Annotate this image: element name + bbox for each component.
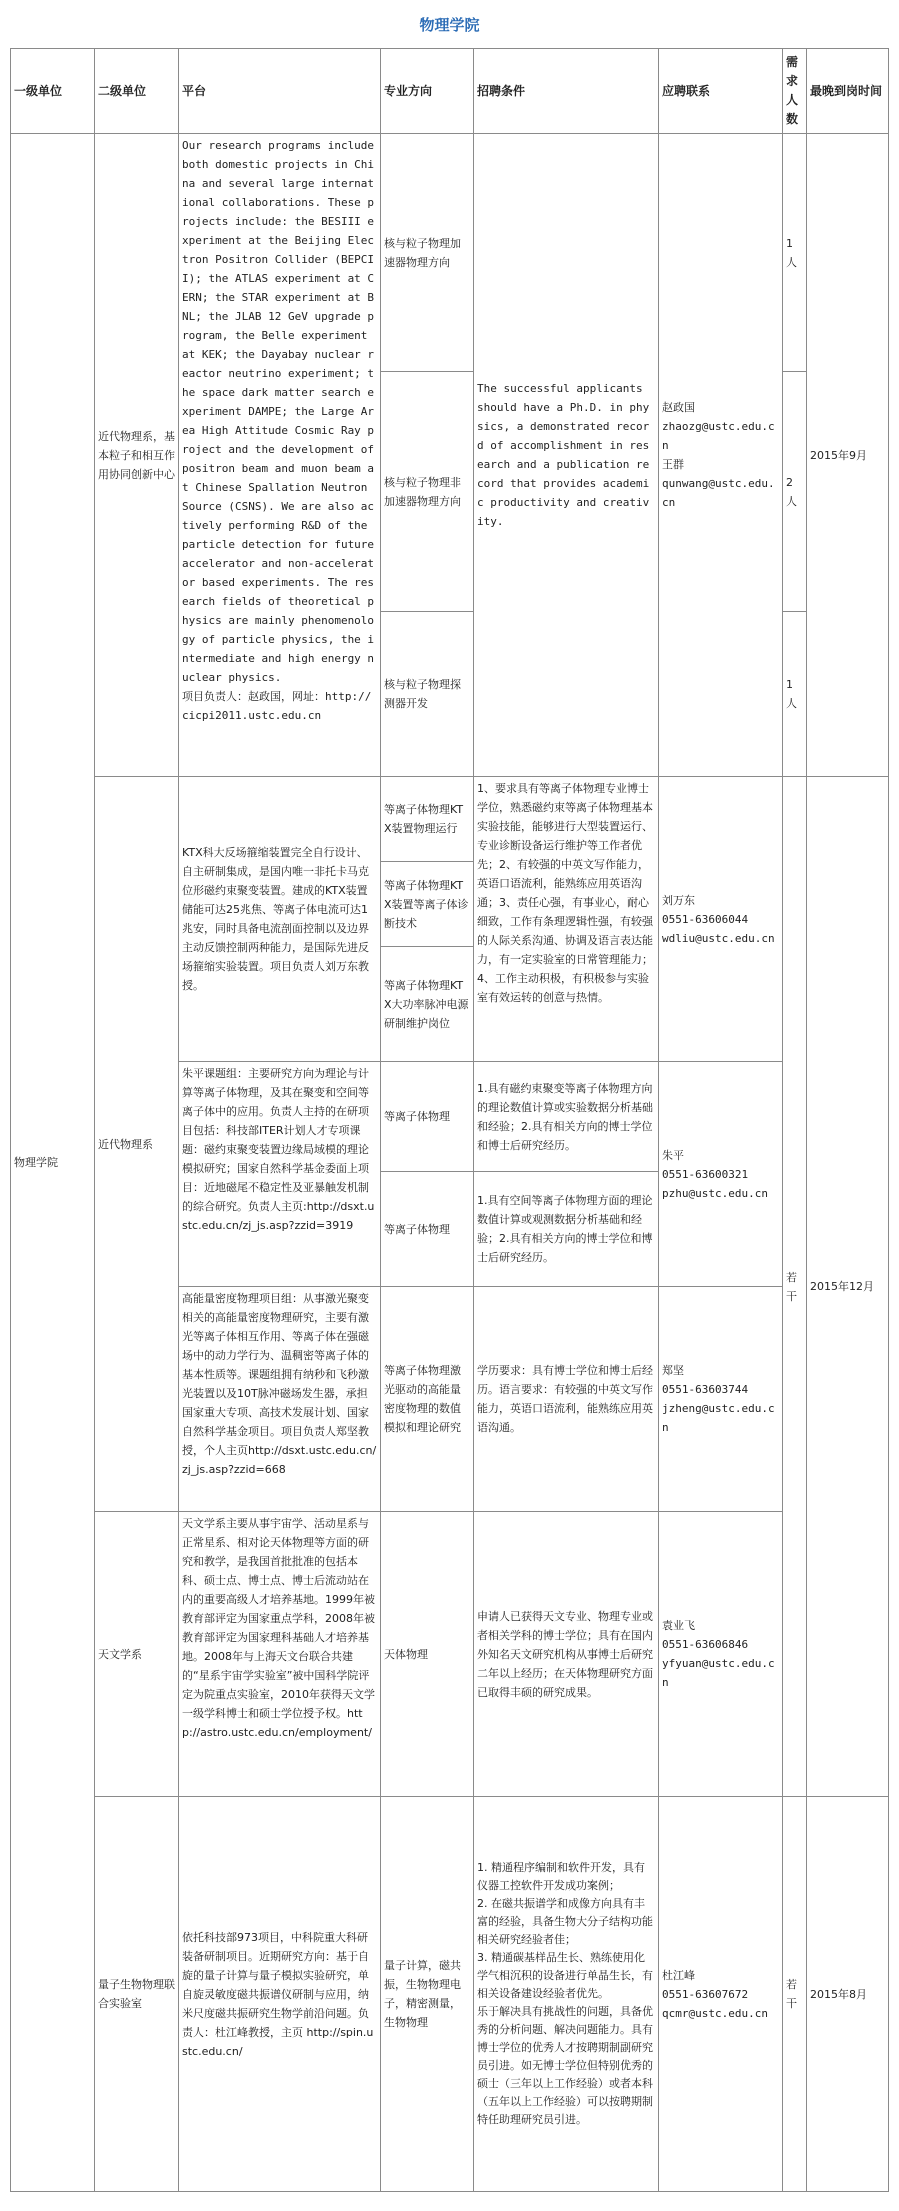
header-platform: 平台 [179,49,381,134]
header-level2: 二级单位 [95,49,179,134]
table-row [11,1797,889,2192]
requirements-cell: 学历要求：具有博士学位和博士后经历。语言要求：有较强的中英文写作能力，英语口语流利，能熟练应用英语沟通。 [474,1287,659,1512]
header-contact: 应聘联系 [659,49,783,134]
unit2-cell: 近代物理系，基本粒子和相互作用协同创新中心 [95,134,179,777]
requirements-cell: 1、要求具有等离子体物理专业博士学位，熟悉磁约束等离子体物理基本实验技能，能够进行大型装置运行、专业诊断设备运行维护等工作者优先；2、有较强的中英文写作能力，英语口语流利，能熟练应用英语沟通；3、责任心强，有事业心，耐心细致，工作有条理逻辑性强，有较强的人际关系沟通、协调及语言表达能力，有一定实验室的日常管理能力；4、工作主动积极，有积极参与实验室有效运转的创意与热情。 [474,777,659,1062]
contact-cell: 刘万东 0551-63606044 wdliu@ustc.edu.cn [659,777,783,1062]
direction-cell: 等离子体物理KTX大功率脉冲电源研制维护岗位 [381,947,474,1062]
count-cell: 1人 [783,612,807,777]
unit2-cell: 天文学系 [95,1512,179,1797]
header-direction: 专业方向 [381,49,474,134]
contact-cell: 杜江峰 0551-63607672 qcmr@ustc.edu.cn [659,1797,783,2192]
contact-cell: 郑坚 0551-63603744 jzheng@ustc.edu.cn [659,1287,783,1512]
requirements-cell: The successful applicants should have a Ph.D. in physics, a demonstrated record of accomplishment in research and a publication record that provides academic productivity and creativity. [474,134,659,777]
header-deadline: 最晚到岗时间 [807,49,889,134]
contact-cell: 赵政国 zhaozg@ustc.edu.cn 王群 qunwang@ustc.edu.cn [659,134,783,777]
table-row [11,777,889,862]
unit2-cell: 近代物理系 [95,777,179,1512]
platform-cell: 依托科技部973项目，中科院重大科研装备研制项目。近期研究方向：基于自旋的量子计算与量子模拟实验研究，单自旋灵敏度磁共振谱仪研制与应用，纳米尺度磁共振研究生物学前沿问题。负责人：杜江峰教授，主页 http://spin.ustc.edu.cn/ [179,1797,381,2192]
requirements-cell: 1.具有磁约束聚变等离子体物理方向的理论数值计算或实验数据分析基础和经验；2.具有相关方向的博士学位和博士后研究经历。 [474,1062,659,1172]
deadline-cell: 2015年12月 [807,777,889,1797]
header-row [11,49,889,134]
count-cell: 1人 [783,134,807,372]
direction-cell: 量子计算，磁共振，生物物理电子，精密测量，生物物理 [381,1797,474,2192]
direction-cell: 天体物理 [381,1512,474,1797]
platform-cell: KTX科大反场箍缩装置完全自行设计、自主研制集成，是国内唯一非托卡马克位形磁约束聚变装置。建成的KTX装置储能可达25兆焦、等离子体电流可达1兆安，同时具备电流剖面控制以及边界主动反馈控制两种能力，是国际先进反场箍缩实验装置。项目负责人刘万东教授。 [179,777,381,1062]
direction-cell: 核与粒子物理探测器开发 [381,612,474,777]
recruitment-table [10,48,889,2192]
count-cell: 2人 [783,372,807,612]
direction-cell: 等离子体物理 [381,1062,474,1172]
count-cell: 若干 [783,777,807,1797]
unit2-cell: 量子生物物理联合实验室 [95,1797,179,2192]
contact-cell: 袁业飞 0551-63606846 yfyuan@ustc.edu.cn [659,1512,783,1797]
direction-cell: 等离子体物理KTX装置等离子体诊断技术 [381,862,474,947]
direction-cell: 等离子体物理 [381,1172,474,1287]
count-cell: 若干 [783,1797,807,2192]
deadline-cell: 2015年8月 [807,1797,889,2192]
platform-cell: 高能量密度物理项目组：从事激光聚变相关的高能量密度物理研究，主要有激光等离子体相互作用、等离子体在强磁场中的动力学行为、温稠密等离子体的基本性质等。课题组拥有纳秒和飞秒激光装置以及10T脉冲磁场发生器，承担国家重大专项、高技术发展计划、国家自然科学基金项目。项目负责人郑坚教授，个人主页http://dsxt.ustc.edu.cn/zj_js.asp?zzid=668 [179,1287,381,1512]
deadline-cell: 2015年9月 [807,134,889,777]
table-row [11,1512,889,1797]
header-requirements: 招聘条件 [474,49,659,134]
unit1-cell: 物理学院 [11,134,95,2192]
requirements-cell: 申请人已获得天文专业、物理专业或者相关学科的博士学位；具有在国内外知名天文研究机构从事博士后研究二年以上经历；在天体物理研究方面已取得丰硕的研究成果。 [474,1512,659,1797]
header-level1: 一级单位 [11,49,95,134]
page-title: 物理学院 [419,16,480,34]
contact-cell: 朱平 0551-63600321 pzhu@ustc.edu.cn [659,1062,783,1287]
table-row [11,134,889,372]
platform-cell: Our research programs include both domestic projects in China and several large international collaborations. These projects include: the BESIII experiment at the Beijing Electron Positron Collider (BEPCII); the ATLAS experiment at CERN; the STAR experiment at BNL; the JLAB 12 GeV upgrade program, the Belle experiment at KEK; the Dayabay nuclear reactor neutrino experiment; the space dark matter search experiment DAMPE; the Large Area High Attitude Cosmic Ray project and the development of positron beam and muon beam at Chinese Spallation Neutron Source (CSNS). We are also actively performing R&D of the particle detection for future accelerator and non-accelerator based experiments. The research fields of theoretical physics are mainly phenomenology of particle physics, the intermediate and high energy nuclear physics. 项目负责人：赵政国，网址：http://cicpi2011.ustc.edu.cn [179,134,381,777]
direction-cell: 核与粒子物理加速器物理方向 [381,134,474,372]
requirements-cell: 1.具有空间等离子体物理方面的理论数值计算或观测数据分析基础和经验；2.具有相关方向的博士学位和博士后研究经历。 [474,1172,659,1287]
platform-cell: 朱平课题组：主要研究方向为理论与计算等离子体物理，及其在聚变和空间等离子体中的应用。负责人主持的在研项目包括：科技部ITER计划人才专项课题：磁约束聚变装置边缘局域模的理论模拟研究；国家自然科学基金委面上项目：近地磁尾不稳定性及亚暴触发机制的综合研究。负责人主页:http://dsxt.ustc.edu.cn/zj_js.asp?zzid=3919 [179,1062,381,1287]
direction-cell: 等离子体物理激光驱动的高能量密度物理的数值模拟和理论研究 [381,1287,474,1512]
header-count: 需求人数 [783,49,807,134]
direction-cell: 等离子体物理KTX装置物理运行 [381,777,474,862]
direction-cell: 核与粒子物理非加速器物理方向 [381,372,474,612]
platform-cell: 天文学系主要从事宇宙学、活动星系与正常星系、相对论天体物理等方面的研究和教学，是我国首批批准的包括本科、硕士点、博士点、博士后流动站在内的重要高级人才培养基地。1999年被教育部评定为国家重点学科，2008年被教育部评定为国家理科基础人才培养基地。2008年与上海天文台联合共建的“星系宇宙学实验室”被中国科学院评定为院重点实验室，2010年获得天文学一级学科博士和硕士学位授予权。http://astro.ustc.edu.cn/employment/ [179,1512,381,1797]
requirements-cell: 1. 精通程序编制和软件开发，具有仪器工控软件开发成功案例； 2. 在磁共振谱学和成像方向具有丰富的经验，具备生物大分子结构功能相关研究经验者佳； 3. 精通碳基样品生长、熟练使用化学气相沉积的设备进行单晶生长，有相关设备建设经验者优先。 乐于解决具有挑战性的问题，具备优秀的分析问题、解决问题能力。具有博士学位的优秀人才按聘期制副研究员引进。如无博士学位但特别优秀的硕士（三年以上工作经验）或者本科（五年以上工作经验）可以按聘期制特任助理研究员引进。 [474,1797,659,2192]
